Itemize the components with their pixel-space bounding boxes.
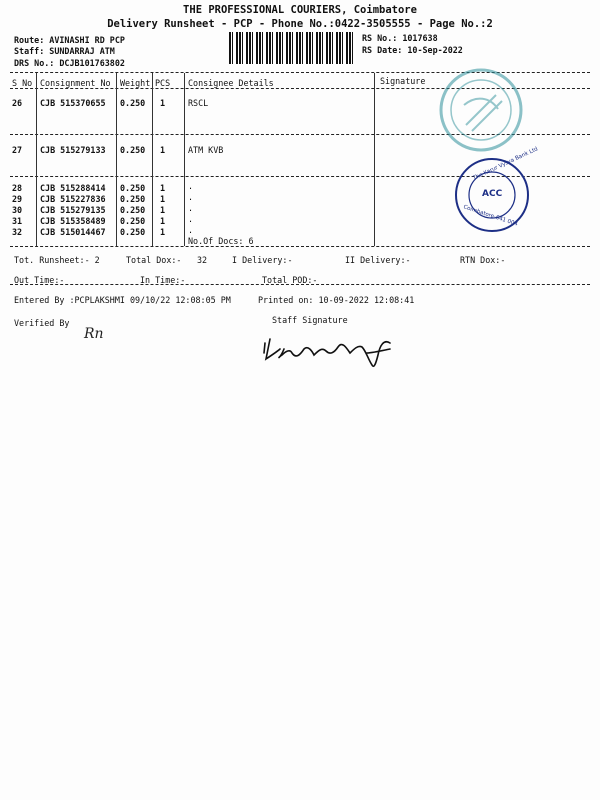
row-weight: 0.250 bbox=[120, 98, 146, 108]
header-pcs: PCS bbox=[155, 78, 171, 88]
drs-number: DRS No.: DCJB101763802 bbox=[14, 58, 125, 68]
row-sno: 29 bbox=[12, 194, 23, 204]
total-dox-label: Total Dox:- bbox=[126, 255, 182, 265]
row-sno: 27 bbox=[12, 145, 23, 155]
document-subtitle: Delivery Runsheet - PCP - Phone No.:0422-3505555 - Page No.:2 bbox=[107, 18, 493, 30]
row-weight: 0.250 bbox=[120, 205, 146, 215]
in-time: In Time:- bbox=[140, 275, 186, 285]
rs-number: RS No.: 1017638 bbox=[362, 33, 438, 43]
header-consignee-details: Consignee Details bbox=[188, 78, 274, 88]
rtn-dox: RTN Dox:- bbox=[460, 255, 506, 265]
row-pcs: 1 bbox=[160, 98, 166, 108]
column-divider bbox=[116, 73, 117, 246]
row-pcs: 1 bbox=[160, 216, 166, 226]
row-consignee: . bbox=[188, 225, 194, 235]
ii-delivery: II Delivery:- bbox=[345, 255, 411, 265]
staff-label: Staff: SUNDARRAJ ATM bbox=[14, 46, 115, 56]
row-weight: 0.250 bbox=[120, 183, 146, 193]
row-consignment-no: CJB 515279135 bbox=[40, 205, 106, 215]
row-sno: 26 bbox=[12, 98, 23, 108]
column-divider bbox=[36, 73, 37, 246]
rs-date: RS Date: 10-Sep-2022 bbox=[362, 45, 463, 55]
row-pcs: 1 bbox=[160, 183, 166, 193]
column-divider bbox=[152, 73, 153, 246]
stamp-center-text: ACC bbox=[482, 189, 503, 199]
handwritten-initials: Rn bbox=[84, 326, 104, 342]
row-consignee: . bbox=[188, 192, 194, 202]
header-sno: S No bbox=[12, 78, 33, 88]
column-divider bbox=[374, 73, 375, 246]
row-pcs: 1 bbox=[160, 227, 166, 237]
row-weight: 0.250 bbox=[120, 194, 146, 204]
row-consignee: . bbox=[188, 214, 194, 224]
row-pcs: 1 bbox=[160, 205, 166, 215]
total-pod: Total POD:- bbox=[262, 275, 318, 285]
header-signature: Signature bbox=[380, 76, 426, 86]
header-weight: Weight bbox=[120, 78, 151, 88]
stamp-ring-text: The Karur Vysya Bank Ltd bbox=[472, 146, 539, 182]
table-bottom-rule bbox=[10, 246, 590, 247]
row-sno: 32 bbox=[12, 227, 23, 237]
row-consignee: ATM KVB bbox=[188, 145, 224, 155]
column-divider bbox=[184, 73, 185, 246]
row-weight: 0.250 bbox=[120, 216, 146, 226]
verified-by-label: Verified By bbox=[14, 318, 70, 328]
row-consignee: RSCL bbox=[188, 98, 209, 108]
printed-on: Printed on: 10-09-2022 12:08:41 bbox=[258, 295, 415, 305]
i-delivery: I Delivery:- bbox=[232, 255, 293, 265]
row-sno: 31 bbox=[12, 216, 23, 226]
row-weight: 0.250 bbox=[120, 145, 146, 155]
stamp-city-text: Coimbatore-641 004 bbox=[462, 204, 519, 228]
row-weight: 0.250 bbox=[120, 227, 146, 237]
signature-scribble bbox=[250, 325, 420, 375]
row-consignment-no: CJB 515227836 bbox=[40, 194, 106, 204]
header-consignment-no: Consignment No bbox=[40, 78, 111, 88]
row-consignee: . bbox=[188, 181, 194, 191]
out-time: Out Time:- bbox=[14, 275, 65, 285]
staff-signature-label: Staff Signature bbox=[272, 315, 348, 325]
row-sno: 28 bbox=[12, 183, 23, 193]
row-consignment-no: CJB 515014467 bbox=[40, 227, 106, 237]
route-label: Route: AVINASHI RD PCP bbox=[14, 35, 125, 45]
row-consignment-no: CJB 515279133 bbox=[40, 145, 106, 155]
row-consignee: . bbox=[188, 203, 194, 213]
row-consignment-no: CJB 515370655 bbox=[40, 98, 106, 108]
barcode bbox=[229, 32, 356, 64]
row-consignment-no: CJB 515358489 bbox=[40, 216, 106, 226]
document-title: THE PROFESSIONAL COURIERS, Coimbatore bbox=[183, 4, 417, 16]
row-sno: 30 bbox=[12, 205, 23, 215]
total-runsheet: Tot. Runsheet:- 2 bbox=[14, 255, 100, 265]
row-pcs: 1 bbox=[160, 194, 166, 204]
entered-by: Entered By :PCPLAKSHMI 09/10/22 12:08:05 PM bbox=[14, 295, 231, 305]
row-pcs: 1 bbox=[160, 145, 166, 155]
total-dox-value: 32 bbox=[197, 255, 208, 265]
courier-stamp bbox=[436, 65, 526, 155]
totals-rule bbox=[10, 284, 590, 285]
no-of-docs: No.Of Docs: 6 bbox=[188, 236, 254, 246]
row-consignment-no: CJB 515288414 bbox=[40, 183, 106, 193]
